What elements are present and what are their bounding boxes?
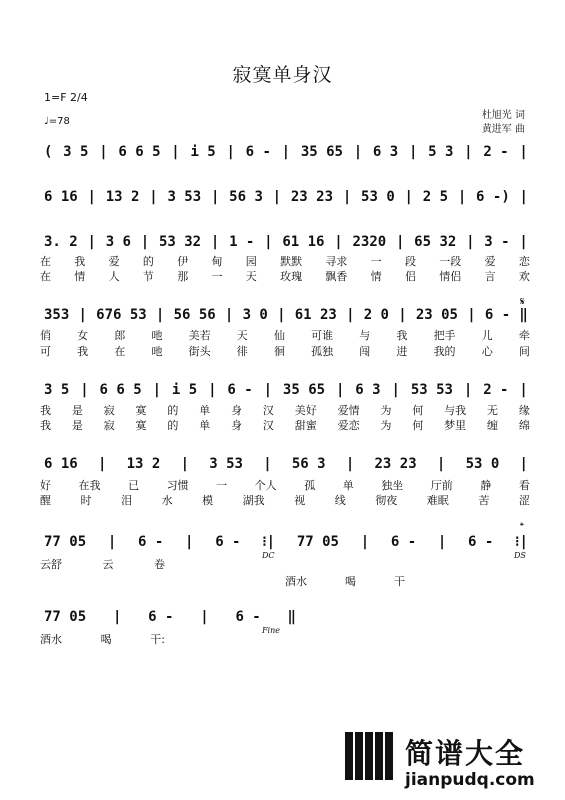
barline: ‖ [519, 307, 528, 323]
barline: | [263, 456, 272, 472]
barline: | [346, 307, 355, 323]
logo-text: 简谱大全 [405, 737, 526, 770]
lyric-word: 视 [294, 494, 306, 507]
barline: | [519, 144, 528, 160]
lyric-word: 可谁 [311, 329, 334, 342]
lyric-word: 侣 [404, 270, 416, 283]
lyric-word: 在 [40, 270, 51, 283]
note-group: 6 - [215, 534, 241, 550]
note-group: 2 - [483, 144, 509, 160]
lyric-word: 女 [77, 329, 89, 342]
barline: | [208, 382, 217, 398]
barline: ‖ [287, 609, 296, 625]
logo-url: jianpudq.com [405, 770, 535, 790]
lyric-word: 模 [202, 494, 214, 507]
barline: | [107, 534, 117, 550]
barline: | [334, 234, 343, 250]
barline: | [281, 144, 291, 160]
lyric-word: 天 [236, 329, 248, 342]
barline: | [519, 382, 528, 398]
lyric-word: 美好 [294, 404, 317, 417]
lyric-word: 单 [342, 479, 354, 492]
barline: | [171, 144, 180, 160]
note-group: 56 56 [173, 307, 216, 323]
note-group: 3 53 [167, 189, 202, 205]
lyric-word: 把手 [433, 329, 456, 342]
lyric-word: 孤独 [311, 345, 334, 358]
lyric-word: 一 [216, 479, 228, 492]
barline: | [87, 189, 96, 205]
lyric-word: 汉 [262, 419, 274, 432]
lyric-word: 间 [518, 345, 530, 358]
note-group: 6 - [138, 534, 164, 550]
lyric-word: 干: [150, 633, 165, 646]
lyric-word: 习惯 [166, 479, 189, 492]
barline: | [519, 456, 528, 472]
note-group: 77 05 [44, 609, 87, 625]
lyric-word: 的 [167, 404, 179, 417]
note-group: 35 65 [282, 382, 326, 398]
lyric-word: 喝 [100, 633, 112, 646]
note-group: i 5 [190, 144, 216, 160]
lyric-word: 恋 [518, 255, 530, 268]
barline: | [210, 189, 220, 205]
note-group: 6 3 [372, 144, 399, 160]
lyric-word: 在我 [78, 479, 101, 492]
lyric-word: 街头 [188, 345, 211, 358]
barline: | [97, 456, 107, 472]
lyric-line [285, 573, 405, 589]
barline: | [80, 382, 89, 398]
barline: | [404, 189, 413, 205]
lyric-word: 单 [199, 404, 211, 417]
lyric-word: 好 [40, 479, 51, 492]
lyric-word: 喝 [345, 575, 356, 588]
lyric-word: 我 [77, 345, 89, 358]
note-group: 53 0 [465, 456, 500, 472]
lyric-line [40, 492, 530, 508]
ds-mark: DS [514, 551, 526, 560]
lyric-word: 情侣 [439, 270, 462, 283]
lyric-word: 的 [142, 255, 154, 268]
note-group: 53 0 [361, 189, 395, 205]
lyric-word: 默默 [280, 255, 303, 268]
lyric-word: 为 [380, 404, 392, 417]
barline: | [149, 189, 158, 205]
piano-keys-icon [345, 732, 399, 792]
lyric-word: 缠 [486, 419, 498, 432]
lyric-word: 爱恋 [337, 419, 360, 432]
barline: | [437, 534, 447, 550]
dc-mark: DC [262, 551, 275, 560]
lyric-word: 为 [380, 419, 392, 432]
lyricist-credit: 杜旭光 词 [481, 110, 525, 121]
notation-line [44, 303, 528, 327]
note-group: 6 -) [476, 189, 510, 205]
lyric-line [40, 417, 530, 433]
note-group: 2320 [352, 234, 387, 250]
lyric-word: 吔 [151, 329, 163, 342]
note-group: 56 3 [229, 189, 263, 205]
composer-credit: 黄进军 曲 [481, 124, 525, 135]
lyric-word: 单 [199, 419, 211, 432]
lyric-word: 身 [231, 419, 243, 432]
key-signature: 1=F 2/4 [44, 91, 88, 104]
lyric-word: 飘香 [325, 270, 348, 283]
barline: | [112, 609, 122, 625]
note-group: 2 5 [422, 189, 449, 205]
lyric-word: 闯 [359, 345, 371, 358]
site-logo [345, 732, 555, 792]
note-group: 61 23 [294, 307, 337, 323]
note-group: 23 23 [290, 189, 334, 205]
note-group: 5 3 [428, 144, 454, 160]
lyric-word: 牵 [518, 329, 530, 342]
barline: | [395, 234, 405, 250]
note-group: 6 - [235, 609, 261, 625]
lyric-word: 绵 [518, 419, 530, 432]
note-group: 3 5 [63, 144, 89, 160]
lyric-word: 醒 [40, 494, 51, 507]
notation-line [44, 378, 528, 402]
lyric-word: 独坐 [381, 479, 404, 492]
barline: | [391, 382, 400, 398]
note-group: 353 [44, 307, 70, 323]
lyric-word: 水 [161, 494, 173, 507]
fine-mark: Fine [262, 626, 280, 635]
lyric-word: 爱 [484, 255, 496, 268]
note-group: i 5 [171, 382, 198, 398]
note-group: 6 - [245, 144, 271, 160]
lyric-word: 缘 [518, 404, 530, 417]
lyric-word: 在 [40, 255, 51, 268]
lyric-word: 儿 [481, 329, 493, 342]
note-group: 3 5 [44, 382, 70, 398]
note-group: 6 6 5 [118, 144, 161, 160]
barline: | [360, 534, 370, 550]
lyric-word: 线 [334, 494, 346, 507]
notation-line [44, 605, 296, 629]
note-group: 23 05 [415, 307, 458, 323]
lyric-word: 难眠 [426, 494, 449, 507]
barline: | [264, 234, 273, 250]
lyric-word: 郎 [114, 329, 126, 342]
lyric-word: 我 [40, 419, 51, 432]
barline: | [152, 382, 161, 398]
barline: | [463, 382, 473, 398]
lyric-word: 徊 [273, 345, 285, 358]
lyric-word: 那 [177, 270, 189, 283]
lyric-word: 园 [245, 255, 257, 268]
lyric-word: 节 [142, 270, 154, 283]
barline: | [353, 144, 363, 160]
lyric-word: 苦 [478, 494, 490, 507]
barline: | [99, 144, 108, 160]
note-group: 6 - [468, 534, 494, 550]
lyric-word: 寞 [135, 404, 147, 417]
lyric-word: 卷 [154, 558, 165, 571]
note-group: 61 16 [282, 234, 325, 250]
lyric-word: 是 [71, 419, 83, 432]
lyric-word: 梦里 [444, 419, 467, 432]
lyric-word: 涩 [518, 494, 530, 507]
barline: | [272, 189, 282, 205]
barline: | [180, 456, 190, 472]
note-group: 13 2 [105, 189, 140, 205]
barline: | [155, 307, 165, 323]
barline: | [342, 189, 352, 205]
note-group: 1 - [229, 234, 255, 250]
lyric-word: 无 [486, 404, 498, 417]
lyric-word: 我 [396, 329, 408, 342]
segno-icon: 𝄋 [520, 295, 525, 308]
lyric-word: 看 [518, 479, 530, 492]
lyric-word: 孤 [304, 479, 316, 492]
lyric-word: 已 [128, 479, 140, 492]
lyric-word: 我 [40, 404, 51, 417]
lyric-word: 泪 [121, 494, 133, 507]
lyric-word: 情 [74, 270, 86, 283]
lyric-word: 酒水 [40, 633, 62, 646]
barline: | [519, 234, 528, 250]
barline: | [224, 307, 234, 323]
note-group: 6 16 [44, 189, 78, 205]
note-group: 3 - [484, 234, 510, 250]
barline: | [226, 144, 235, 160]
barline: | [185, 534, 194, 550]
lyric-word: 汉 [262, 404, 274, 417]
barline: | [263, 382, 273, 398]
lyric-word: 伊 [177, 255, 189, 268]
lyric-word: 干 [394, 575, 405, 588]
note-group: 3 53 [209, 456, 243, 472]
note-group: 6 6 5 [99, 382, 142, 398]
barline: | [464, 144, 473, 160]
lyric-word: 爱 [108, 255, 120, 268]
notation-line [44, 230, 528, 254]
note-group: 77 05 [296, 534, 339, 550]
lyric-word: 何 [412, 404, 424, 417]
lyric-word: 一 [370, 255, 382, 268]
barline: | [335, 382, 345, 398]
lyric-word: 寂 [103, 419, 115, 432]
note-group: ( [44, 144, 53, 160]
lyric-word: 我的 [433, 345, 456, 358]
lyric-word: 寞 [135, 419, 147, 432]
barline: | [87, 234, 96, 250]
barline: | [398, 307, 407, 323]
lyric-word: 爱情 [337, 404, 360, 417]
notation-line [44, 185, 528, 209]
notation-line [44, 452, 528, 476]
barline: | [200, 609, 209, 625]
barline: | [408, 144, 418, 160]
lyric-word: 一段 [439, 255, 462, 268]
note-group: 6 - [148, 609, 174, 625]
note-group: 13 2 [126, 456, 161, 472]
lyric-word: 天 [245, 270, 257, 283]
note-group: 6 - [390, 534, 417, 550]
note-group: 6 - [484, 307, 511, 323]
note-group: 65 32 [414, 234, 457, 250]
lyric-line [40, 327, 530, 343]
lyric-word: 段 [404, 255, 416, 268]
note-group: 2 0 [363, 307, 389, 323]
note-group: 3 6 [105, 234, 131, 250]
note-group: 676 53 [96, 307, 147, 323]
lyric-word: 是 [71, 404, 83, 417]
lyric-word: 时 [80, 494, 92, 507]
lyric-line [40, 556, 165, 572]
lyric-word: 情 [370, 270, 382, 283]
notation-line [44, 140, 528, 164]
barline: | [210, 234, 220, 250]
lyric-word: 吔 [151, 345, 163, 358]
barline: | [519, 189, 528, 205]
lyric-word: 寻求 [325, 255, 348, 268]
lyric-word: 心 [481, 345, 493, 358]
lyric-word: 在 [114, 345, 126, 358]
lyric-word: 彻夜 [375, 494, 398, 507]
lyric-word: 身 [231, 404, 243, 417]
lyric-word: 与 [359, 329, 371, 342]
barline: ⁝| [515, 534, 528, 550]
lyric-word: 美若 [188, 329, 211, 342]
note-group: 6 - [227, 382, 253, 398]
tempo-marking: ♩=78 [44, 116, 70, 127]
barline: | [466, 234, 475, 250]
note-group: 23 23 [374, 456, 417, 472]
lyric-word: 静 [480, 479, 492, 492]
lyric-word: 进 [396, 345, 408, 358]
lyric-word: 湖我 [242, 494, 265, 507]
note-group: 3 0 [242, 307, 268, 323]
lyric-word: 玫瑰 [280, 270, 303, 283]
song-title: 寂寞单身汉 [232, 64, 333, 86]
note-group: 35 65 [300, 144, 343, 160]
lyric-word: 厅前 [430, 479, 453, 492]
note-group: 2 - [483, 382, 509, 398]
note-group: 6 16 [44, 456, 78, 472]
lyric-word: 酒水 [285, 575, 307, 588]
note-group: 53 32 [158, 234, 202, 250]
lyric-word: 言 [484, 270, 496, 283]
notation-line [44, 530, 528, 554]
lyric-word: 个人 [254, 479, 277, 492]
lyric-word: 人 [108, 270, 120, 283]
note-group: 56 3 [291, 456, 326, 472]
lyric-word: 云舒 [40, 558, 62, 571]
barline: | [457, 189, 467, 205]
lyric-word: 的 [167, 419, 179, 432]
lyric-line [40, 253, 530, 269]
barline: | [140, 234, 150, 250]
lyric-word: 我 [74, 255, 86, 268]
coda-icon: 𝄌 [520, 520, 524, 533]
lyric-line [40, 477, 530, 493]
lyric-word: 欢 [518, 270, 530, 283]
lyric-line [40, 268, 530, 284]
barline: | [345, 456, 355, 472]
lyric-word: 与我 [444, 404, 467, 417]
lyric-word: 云 [102, 558, 114, 571]
barline: | [436, 456, 446, 472]
lyric-word: 甸 [211, 255, 223, 268]
barline: | [277, 307, 286, 323]
note-group: 53 53 [410, 382, 453, 398]
note-group: 6 3 [355, 382, 381, 398]
lyric-line [40, 402, 530, 418]
note-group: 77 05 [44, 534, 87, 550]
lyric-word: 何 [412, 419, 424, 432]
lyric-word: 甜蜜 [294, 419, 317, 432]
lyric-word: 徘 [236, 345, 248, 358]
lyric-line [40, 343, 530, 359]
lyric-word: 寂 [103, 404, 115, 417]
barline: | [78, 307, 87, 323]
lyric-word: 仙 [273, 329, 285, 342]
lyric-word: 俏 [40, 329, 51, 342]
note-group: 3. 2 [44, 234, 78, 250]
lyric-word: 可 [40, 345, 51, 358]
barline: | [467, 307, 476, 323]
lyric-word: 一 [211, 270, 223, 283]
barline: ⁝| [262, 534, 276, 550]
lyric-line [40, 631, 165, 647]
